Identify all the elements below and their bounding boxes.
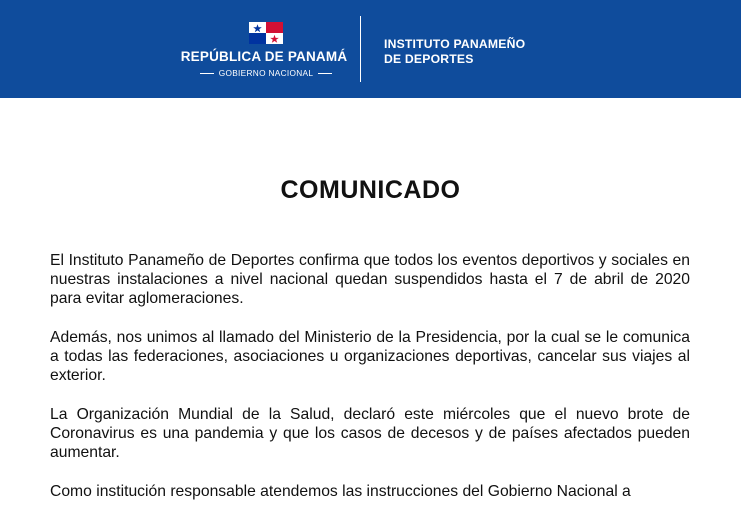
paragraph-2: Además, nos unimos al llamado del Ministerio de la Presidencia, por la cual se le comunica a todas las federaciones, asociaciones u organizaciones deportivas, cancelar sus viajes al exterior. [50,329,690,384]
institution-name-line2: DE DEPORTES [384,52,474,66]
document-body [50,251,690,521]
institution-name-line1: INSTITUTO PANAMEÑO [384,37,526,51]
subtitle-left-rule [200,73,214,74]
government-title: REPÚBLICA DE PANAMÁ [180,49,348,64]
header-divider [360,16,361,82]
panama-flag-icon [249,22,283,44]
government-subtitle: GOBIERNO NACIONAL [218,68,314,78]
institution-name [384,37,554,67]
document-title: COMUNICADO [280,176,461,204]
subtitle-right-rule [318,73,332,74]
paragraph-4: Como institución responsable atendemos las instrucciones del Gobierno Nacional a [50,483,631,500]
header-banner [0,0,741,98]
paragraph-3: La Organización Mundial de la Salud, declaró este miércoles que el nuevo brote de Coronavirus es una pandemia y que los casos de decesos y de países afectados pueden aumentar. [50,406,690,461]
government-subtitle-row [191,67,341,79]
paragraph-1: El Instituto Panameño de Deportes confirma que todos los eventos deportivos y sociales en nuestras instalaciones a nivel nacional quedan suspendidos hasta el 7 de abril de 2020 para evitar aglomeraciones. [50,252,690,307]
